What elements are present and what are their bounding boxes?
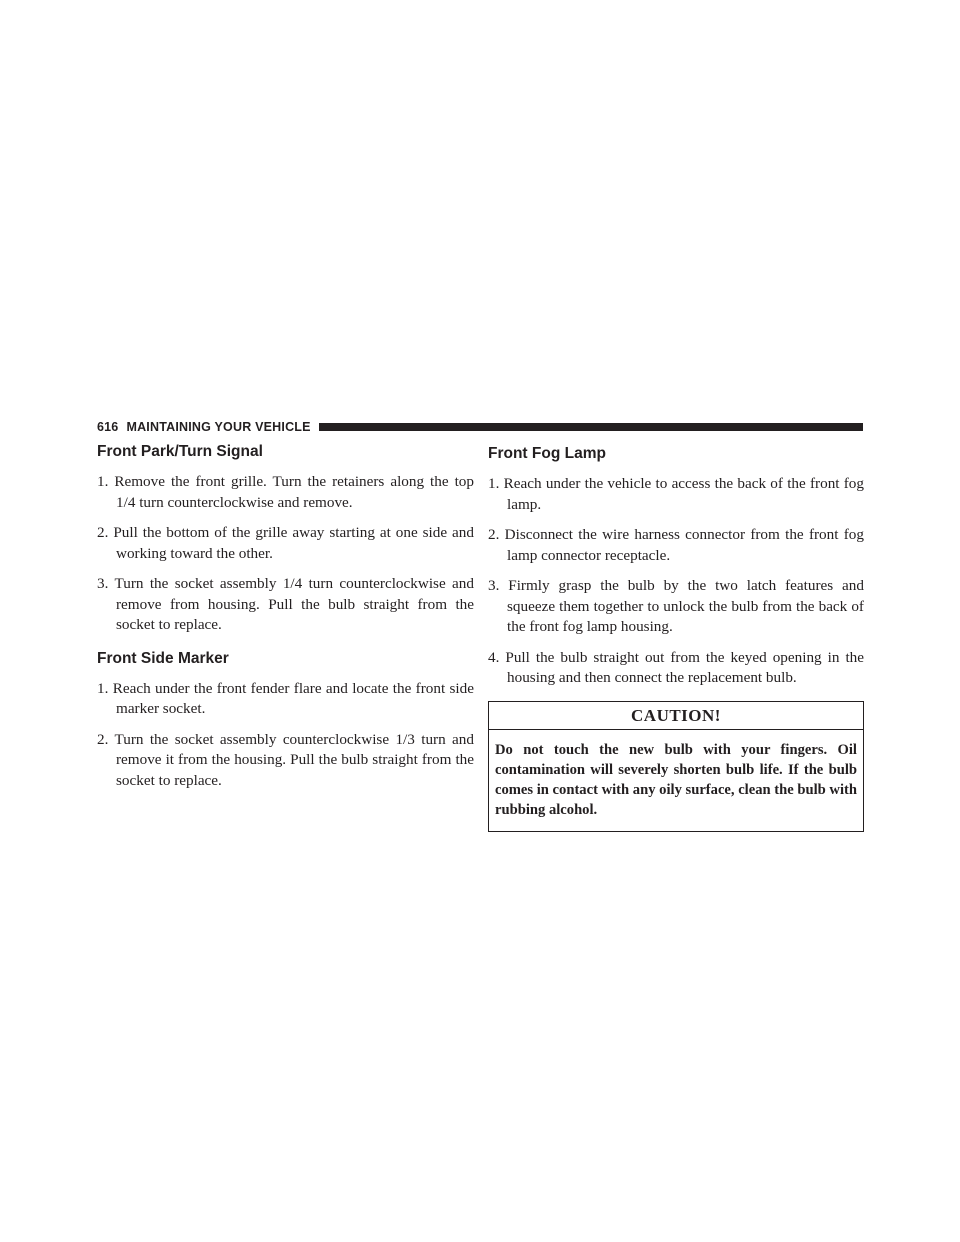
header-rule [319, 423, 863, 431]
step-item: 1. Remove the front grille. Turn the retainers along the top 1/4 turn counterclockwise and remove. [97, 473, 474, 511]
step-item: 2. Pull the bottom of the grille away starting at one side and working toward the other. [97, 524, 474, 562]
heading-front-fog-lamp: Front Fog Lamp [488, 445, 606, 462]
page-number: 616 [97, 420, 119, 434]
section-title: MAINTAINING YOUR VEHICLE [126, 420, 311, 434]
step-item: 1. Reach under the front fender flare and locate the front side marker socket. [97, 679, 474, 717]
right-column [488, 441, 864, 832]
step-item: 2. Turn the socket assembly counterclockwise 1/3 turn and remove it from the housing. Pull the bulb straight from the socket to replace. [97, 730, 474, 789]
step-item: 4. Pull the bulb straight out from the keyed opening in the housing and then connect the replacement bulb. [488, 648, 864, 686]
caution-box [488, 701, 864, 832]
heading-front-side-marker: Front Side Marker [97, 649, 229, 667]
steps-front-park-turn-signal [97, 472, 474, 636]
caution-body: Do not touch the new bulb with your fingers. Oil contamination will severely shorten bulb life. If the bulb comes in contact with any oily surface, clean the bulb with rubbing alcohol. [495, 741, 857, 819]
step-item: 1. Reach under the vehicle to access the back of the front fog lamp. [488, 475, 864, 513]
steps-front-fog-lamp [488, 474, 864, 689]
page-header [97, 419, 863, 435]
step-item: 2. Disconnect the wire harness connector from the front fog lamp connector receptacle. [488, 526, 864, 564]
step-item: 3. Turn the socket assembly 1/4 turn counterclockwise and remove from housing. Pull the bulb straight from the socket to replace. [97, 575, 474, 633]
heading-front-park-turn-signal: Front Park/Turn Signal [97, 443, 263, 460]
caution-title: CAUTION! [489, 702, 863, 730]
steps-front-side-marker [97, 679, 474, 792]
step-item: 3. Firmly grasp the bulb by the two latch features and squeeze them together to unlock the bulb from the back of the front fog lamp housing. [488, 577, 864, 635]
left-column [97, 441, 474, 803]
watermark: carmanualsonline.info [680, 1218, 817, 1234]
